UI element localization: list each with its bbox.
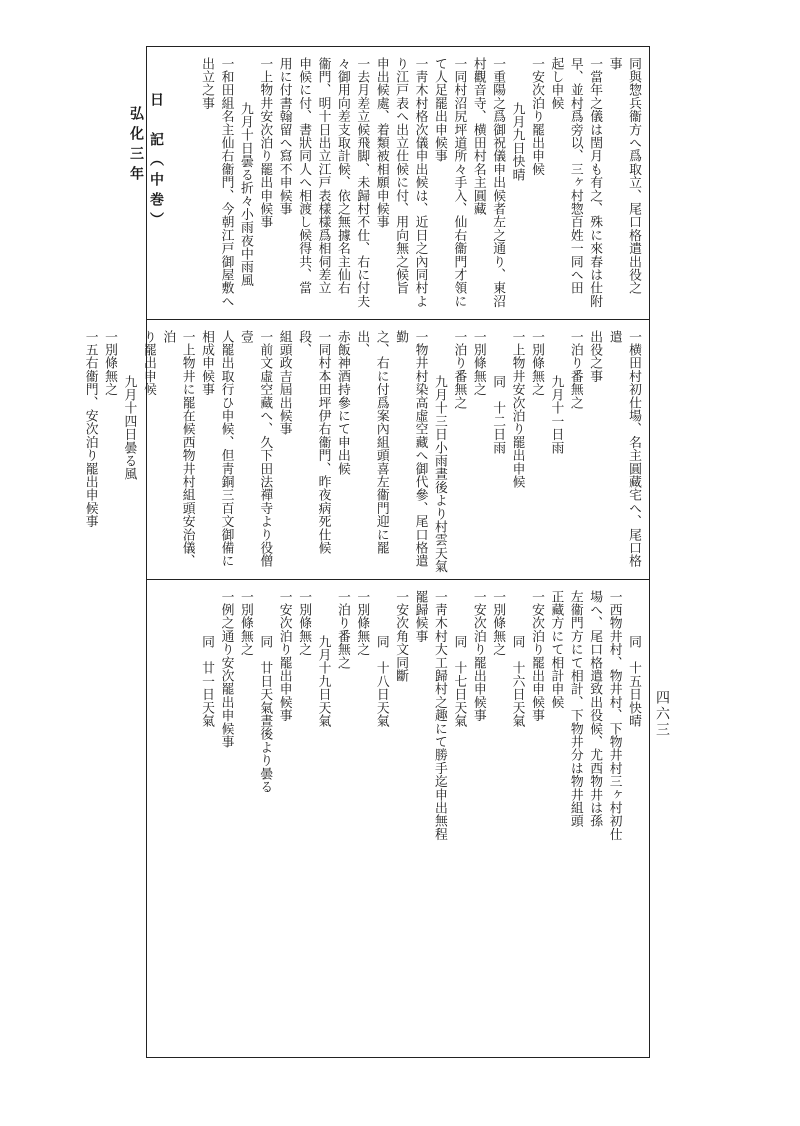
text-line: 同 廿一日天氣 <box>199 634 215 728</box>
text-line: 一同村本田坪伊右衞門、昨夜病死仕候段、 <box>296 330 331 555</box>
text-line: 村觀音寺、横田村名主圓藏 <box>470 57 486 216</box>
text-line: 一安次角文同斷 <box>393 590 409 683</box>
text-line: 赤飯神酒持參にて申出候 <box>334 330 350 476</box>
text-line: り江戸表へ出立仕候に付、用向無之候旨 <box>393 57 409 295</box>
text-line: 九月十一日雨 <box>548 374 564 454</box>
page-number: 四六三 <box>654 690 670 738</box>
text-line: 一去月差立候飛脚、未歸村不仕、右に付夫 <box>354 57 370 308</box>
text-line: 之、右に付爲案內組頭喜左衞門迎に罷出、 <box>354 330 389 555</box>
text-line: 一西物井村、物井村、下物井村三ヶ村初仕 <box>606 590 622 841</box>
text-line: 同與惣兵衞方へ爲取立、尾口格遣出役之 <box>626 57 641 295</box>
section-middle-text <box>76 320 649 580</box>
text-line: 一安次泊り罷出申候事 <box>528 590 544 722</box>
text-line: 一別條無之 <box>354 590 370 656</box>
text-line: 九月十九日天氣 <box>315 634 331 728</box>
text-line: 罷歸候事 <box>412 590 428 643</box>
text-line: 一別條無之 <box>470 330 486 396</box>
text-line: 同 十八日天氣 <box>373 634 389 728</box>
text-line: 一上物井に罷在候西物井村組頭安治儀、泊 <box>160 330 195 568</box>
text-line: 一別條無之 <box>102 330 118 396</box>
text-line: 起し申候 <box>548 57 564 110</box>
text-line: 一横田村初仕場、名主圓藏宅へ、尾口格遣 <box>606 330 641 568</box>
text-line: 一上物井安次泊り罷出申候事 <box>257 57 273 229</box>
text-line: 一五右衞門、安次泊り罷出申候事 <box>82 330 98 528</box>
text-line: 一靑木村大工歸村之趣にて勝手迄申出無程 <box>431 590 447 841</box>
text-line: 一例之通り安次罷出申候事 <box>218 590 234 749</box>
section-middle <box>82 319 649 580</box>
text-line: 一前文虛空藏へ、久下田法禪寺より役僧壹 <box>237 330 273 568</box>
text-line: 申出候處、着類被相願申候事 <box>373 57 389 229</box>
section-upper <box>147 47 649 319</box>
section-lower-text <box>193 580 649 1058</box>
text-line: 一別條無之 <box>296 590 312 656</box>
text-line: 一泊り番無之 <box>451 330 467 410</box>
text-line: 一靑木村格次儀申出候は、近日之內同村よ <box>412 57 428 308</box>
text-line: 一別條無之 <box>528 330 544 396</box>
text-line: 一安次泊り罷出申候 <box>528 57 544 176</box>
text-line: 場へ、尾口格遣致出役候、尤西物井は孫 <box>587 590 603 828</box>
text-line: 正藏方にて相計申候 <box>548 590 564 709</box>
text-line: 出役之事 <box>587 330 603 383</box>
text-line: 一當年之儀は閏月も有之、殊に來春は仕附 <box>587 57 603 308</box>
text-line: 九月十四日曇る風 <box>121 374 137 481</box>
text-line: 同 十七日天氣 <box>451 634 467 728</box>
text-line: 一泊り番無之 <box>334 590 350 670</box>
text-line: 一別條無之 <box>237 590 253 656</box>
text-line: 一別條無之 <box>490 590 506 656</box>
text-line: て人足罷出申候事 <box>431 57 447 163</box>
text-line: 同 廿日天氣晝後より曇る <box>257 634 273 794</box>
text-line: 衞門、明十日出立江戸表樣樣爲相伺差立 <box>315 57 331 295</box>
section-upper-text <box>193 47 649 319</box>
text-line: り罷出申候 <box>140 330 156 396</box>
text-line: 一泊り番無之 <box>567 330 583 410</box>
era-year: 弘化三年 <box>128 106 144 186</box>
text-line: 申候に付、書狀同人へ相渡し候得共、當 <box>296 57 312 295</box>
text-line: 同 十五日快晴 <box>626 634 641 728</box>
text-line: 出立之事 <box>199 57 215 110</box>
text-line: 同 十二日雨 <box>490 374 506 454</box>
text-line: 左衞門方にて相計、下物井分は物井組頭 <box>567 590 583 828</box>
text-line: 一安次泊り罷出申候事 <box>276 590 292 722</box>
text-line: 組頭政吉屆出候事 <box>276 330 292 436</box>
text-line: 一物井村染高虛空藏へ御代參、尾口格遣勤 <box>393 330 428 568</box>
text-line: 一重陽之爲御祝儀申出候者左之通り、東沼 <box>490 57 506 308</box>
text-line: 早、並村爲旁以、三ヶ村惣百姓一同へ田 <box>567 57 583 295</box>
text-line: 一安次泊り罷出申候事 <box>470 590 486 722</box>
text-line: 九月十三日小雨晝後より村雲天氣 <box>431 374 447 573</box>
text-line: 用に付書翰留へ寫不申候事 <box>276 57 292 216</box>
text-line: 一上物井安次泊り罷出申候 <box>509 330 525 489</box>
text-line: 事 <box>606 57 622 71</box>
text-line: 九月十日曇る折々小雨夜中雨風 <box>237 101 253 287</box>
section-lower <box>147 579 649 1058</box>
text-line: 同 十六日天氣 <box>509 634 525 728</box>
text-line: 一和田組名主仙右衞門、今朝江戸御屋敷へ <box>218 57 234 308</box>
text-line: 九月九日快晴 <box>509 101 525 181</box>
text-line: 々御用向差支取計候、依之無據名主仙右 <box>334 57 350 295</box>
text-line: 相成申候事 <box>199 330 215 396</box>
text-line: 一同村沼尻坪道所々手入、仙右衞門才領に <box>451 57 467 308</box>
journal-title: 日 記（中巻） <box>148 92 164 232</box>
text-line: 人罷出取行ひ申候、但靑銅三百文御備に <box>218 330 234 568</box>
